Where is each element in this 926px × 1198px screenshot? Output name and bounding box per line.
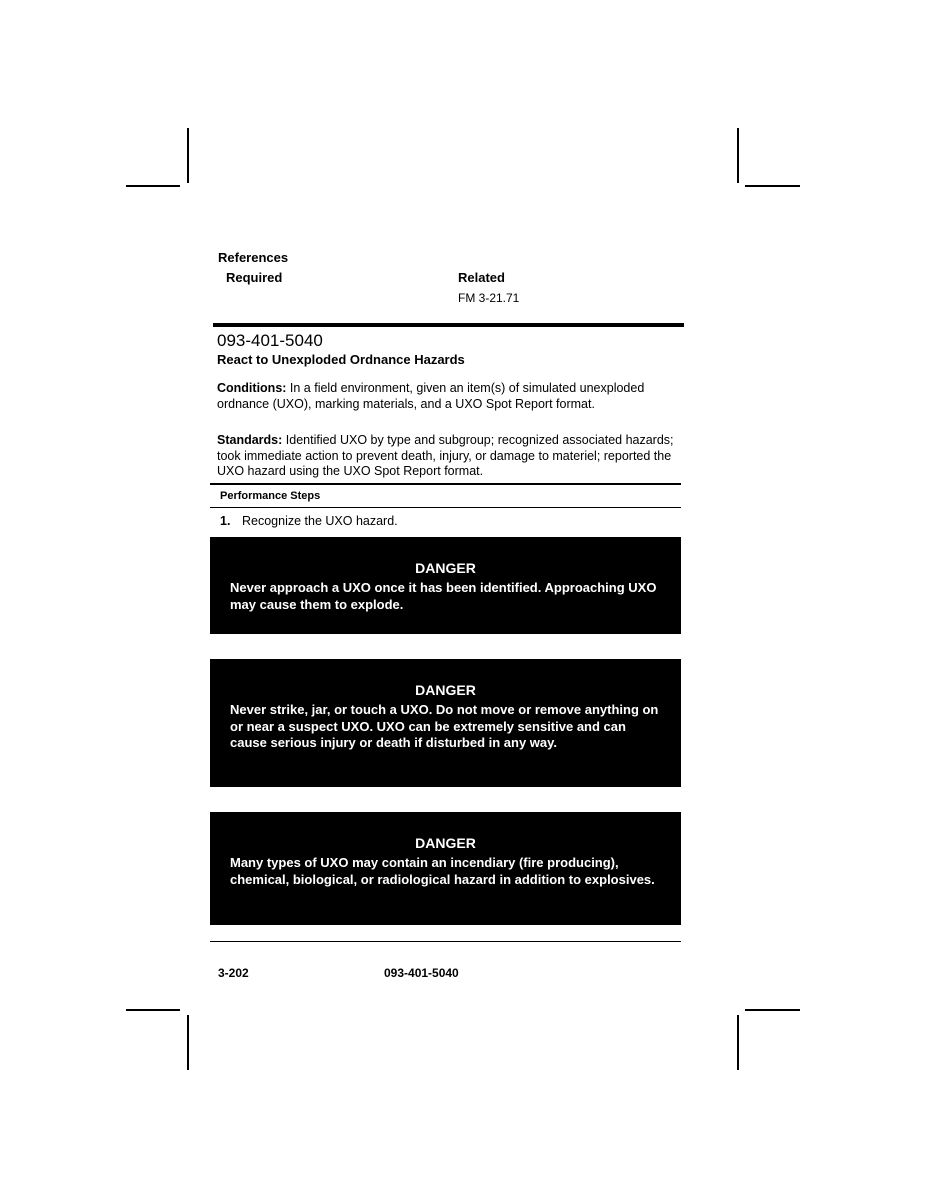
footer-page-number: 3-202 [218,966,249,980]
danger-text: Many types of UXO may contain an incendiary (fire producing), chemical, biological, or radiological hazard in addition to explosives. [230,855,655,887]
references-heading: References [218,250,289,265]
crop-mark-top-right-horizontal [745,185,800,187]
step-text: Recognize the UXO hazard. [242,514,398,528]
conditions-label: Conditions: [217,381,287,395]
footer-task-code: 093-401-5040 [384,966,459,980]
standards-text: Identified UXO by type and subgroup; recognized associated hazards; took immediate action to prevent death, injury, or damage to materiel; reported the UXO hazard using the UXO Spot Report format. [217,433,674,478]
danger-heading: DANGER [415,835,476,851]
danger-box [210,812,681,925]
crop-mark-bottom-right-horizontal [745,1009,800,1011]
task-title: React to Unexploded Ordnance Hazards [217,352,465,367]
conditions-paragraph [217,381,677,412]
danger-box [210,537,681,634]
task-number: 093-401-5040 [217,331,323,350]
crop-mark-top-right-vertical [737,128,739,183]
performance-steps-top-rule [210,483,681,485]
performance-steps-header: Performance Steps [220,490,321,502]
performance-steps-bottom-rule [210,507,681,508]
crop-mark-top-left-vertical [187,128,189,183]
standards-label: Standards: [217,433,283,447]
danger-text: Never strike, jar, or touch a UXO. Do not move or remove anything on or near a suspect UXO. UXO can be extremely sensitive and can cause serious injury or death if disturbed in any way. [230,702,659,750]
danger-box [210,659,681,787]
crop-mark-bottom-left-vertical [187,1015,189,1070]
crop-mark-bottom-left-horizontal [126,1009,180,1011]
step-number: 1. [220,514,231,528]
related-reference-item: FM 3-21.71 [458,291,520,305]
footer-rule [210,941,681,942]
task-header-rule [213,323,684,327]
crop-mark-bottom-right-vertical [737,1015,739,1070]
danger-heading: DANGER [415,560,476,576]
required-label: Required [226,270,283,285]
danger-heading: DANGER [415,682,476,698]
related-label: Related [458,270,505,285]
standards-paragraph [217,433,677,480]
crop-mark-top-left-horizontal [126,185,180,187]
danger-text: Never approach a UXO once it has been identified. Approaching UXO may cause them to explode. [230,580,657,612]
conditions-text: In a field environment, given an item(s) of simulated unexploded ordnance (UXO), marking materials, and a UXO Spot Report format. [217,381,645,411]
